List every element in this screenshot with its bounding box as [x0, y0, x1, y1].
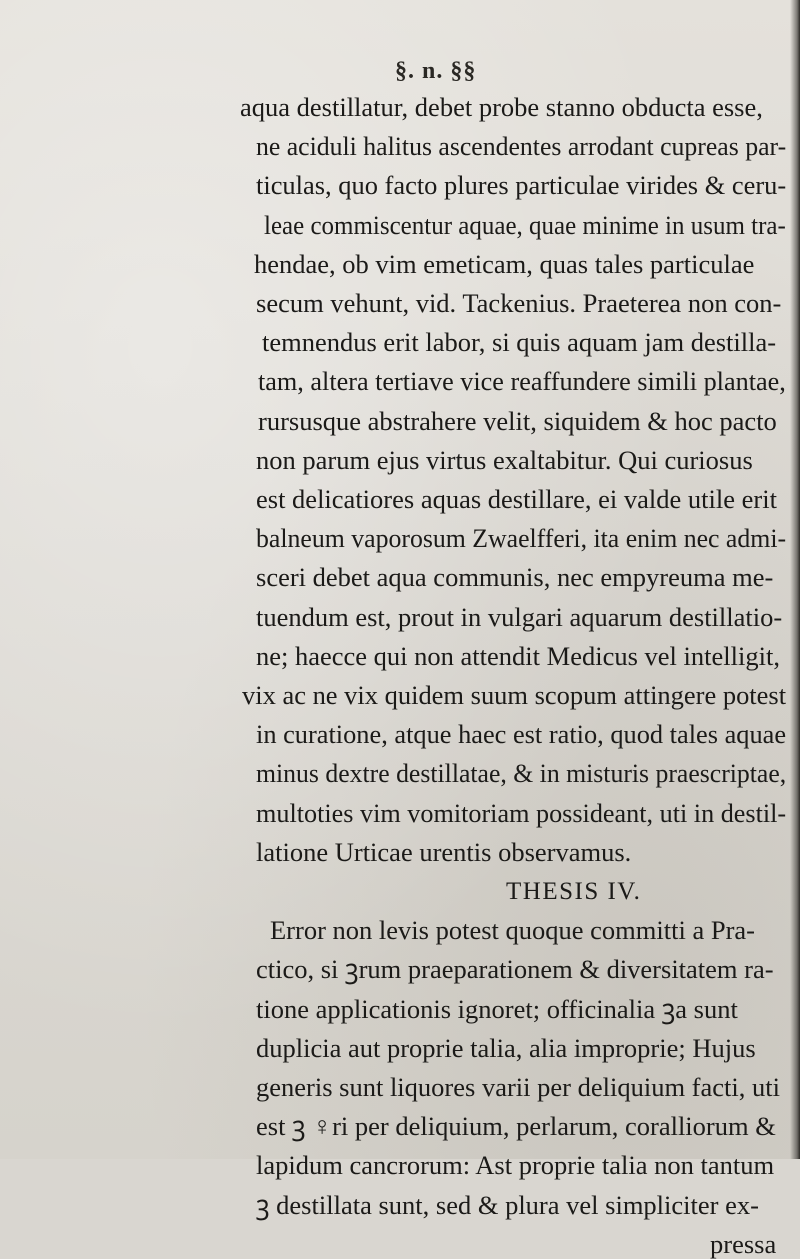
text-line: duplicia aut proprie talia, alia improprie; Hujus — [256, 1032, 756, 1063]
text-line: minus dextre destillatae, & in misturis praescriptae, — [256, 758, 787, 789]
running-head: §. n. §§ — [395, 58, 477, 84]
text-line: aqua destillatur, debet probe stanno obducta esse, — [240, 92, 763, 122]
text-line: leae commiscentur aquae, quae minime in usum tra- — [264, 209, 786, 240]
text-line: hendae, ob vim emeticam, quas tales particulae — [254, 248, 755, 279]
text-line: in curatione, atque haec est ratio, quod tales aquae — [256, 719, 787, 750]
text-line: ticulas, quo facto plures particulae virides & ceru- — [256, 170, 787, 201]
section-heading: THESIS IV. — [506, 878, 642, 905]
text-line: latione Urticae urentis observamus. — [256, 836, 632, 867]
text-line: ctico, si ꝫrum praeparationem & diversitatem ra- — [256, 954, 774, 985]
text-line: non parum ejus virtus exaltabitur. Qui curiosus — [256, 444, 753, 475]
text-line: secum vehunt, vid. Tackenius. Praeterea non con- — [256, 288, 782, 318]
text-line: multoties vim vomitoriam possideant, uti in destil- — [256, 797, 787, 828]
text-line: tuendum est, prout in vulgari aquarum destillatio- — [256, 601, 783, 632]
text-line: est ꝫ ♀ri per deliquium, perlarum, coralliorum & — [256, 1111, 776, 1142]
text-line: est delicatiores aquas destillare, ei valde utile erit — [256, 484, 777, 514]
catchword: pressa — [710, 1228, 777, 1259]
text-line: sceri debet aqua communis, nec empyreuma me- — [256, 562, 774, 593]
text-line: tam, altera tertiave vice reaffundere simili plantae, — [258, 366, 786, 397]
text-line: lapidum cancrorum: Ast proprie talia non tantum — [256, 1150, 775, 1181]
text-line: Error non levis potest quoque committi a Pra- — [270, 915, 755, 946]
text-line: tione applicationis ignoret; officinalia ꝫa sunt — [256, 993, 738, 1024]
text-line: generis sunt liquores varii per deliquium facti, uti — [256, 1072, 780, 1102]
text-line: balneum vaporosum Zwaelfferi, ita enim nec admi- — [256, 523, 787, 554]
page-edge-shadow — [790, 0, 800, 1159]
text-line: temnendus erit labor, si quis aquam jam destilla- — [262, 327, 777, 358]
text-line: rursusque abstrahere velit, siquidem & hoc pacto — [258, 405, 777, 436]
text-line: vix ac ne vix quidem suum scopum attingere potest — [242, 680, 787, 710]
text-line: ꝫ destillata sunt, sed & plura vel simpliciter ex- — [256, 1189, 759, 1220]
text-line: ne; haecce qui non attendit Medicus vel intelligit, — [256, 640, 780, 671]
text-line: ne aciduli halitus ascendentes arrodant cupreas par- — [256, 131, 787, 162]
